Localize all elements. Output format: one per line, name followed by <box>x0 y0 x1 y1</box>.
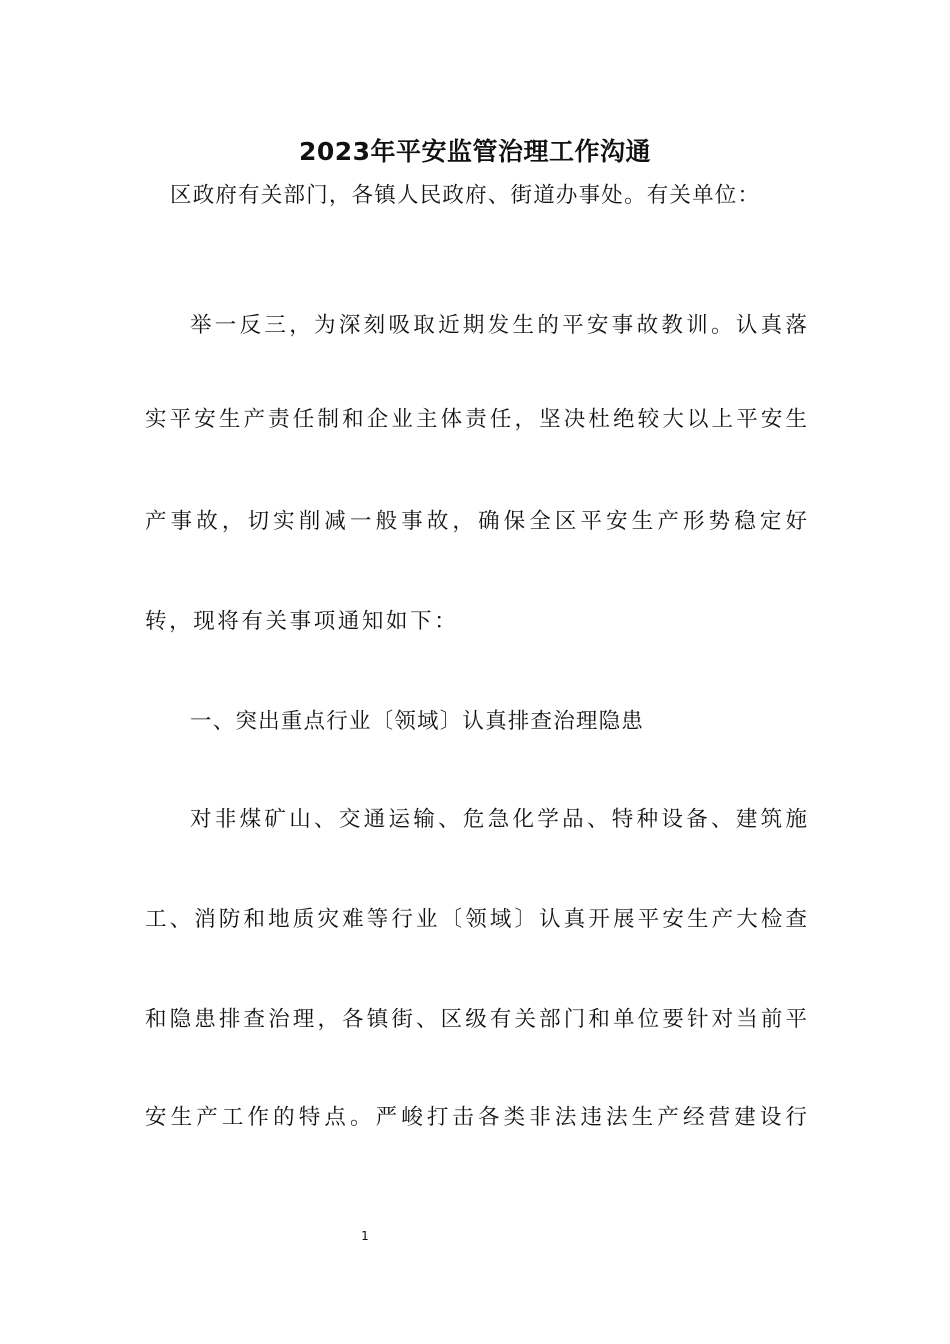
document-title: 2023年平安监管治理工作沟通 <box>298 137 652 166</box>
paragraph-line: 举一反三，为深刻吸取近期发生的平安事故教训。认真落 <box>190 313 807 338</box>
salutation: 区政府有关部门，各镇人民政府、街道办事处。有关单位： <box>170 183 761 208</box>
section-heading: 一、突出重点行业〔领域〕认真排查治理隐患 <box>190 709 645 734</box>
paragraph-line: 转，现将有关事项通知如下： <box>145 609 459 634</box>
paragraph-line: 对非煤矿山、交通运输、危急化学品、特种设备、建筑施 <box>190 807 807 832</box>
paragraph-line: 产事故，切实削减一般事故，确保全区平安生产形势稳定好 <box>145 509 807 534</box>
page-number: 1 <box>361 1229 369 1243</box>
paragraph-line: 实平安生产责任制和企业主体责任，坚决杜绝较大以上平安生 <box>145 407 807 432</box>
paragraph-line: 安生产工作的特点。严峻打击各类非法违法生产经营建设行 <box>145 1105 807 1130</box>
paragraph-line: 和隐患排查治理，各镇街、区级有关部门和单位要针对当前平 <box>145 1007 807 1032</box>
paragraph-line: 工、消防和地质灾难等行业〔领域〕认真开展平安生产大检查 <box>145 907 807 932</box>
